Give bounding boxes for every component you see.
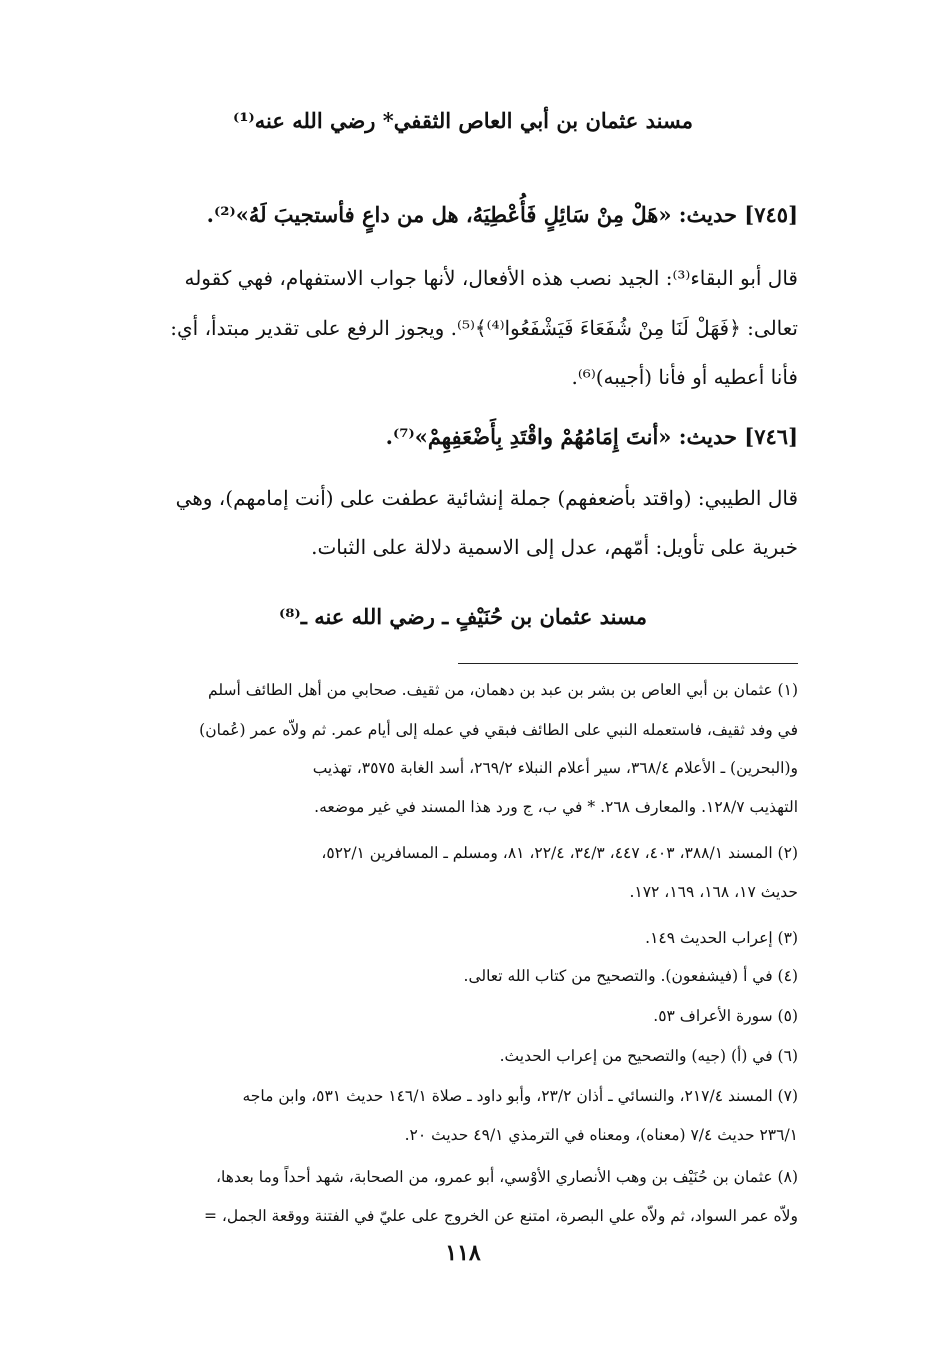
footnote-line: (٥) سورة الأعراف ٥٣.: [653, 1007, 798, 1025]
footnote-line: (٢) المسند ٣٨٨/١، ٤٠٣، ٤٤٧، ٣٤/٣، ٢٢/٤، ٨١، ومسلم ـ المسافرين ٥٢٢/١،: [321, 844, 798, 862]
paragraph-line: قال أبو البقاء⁽³⁾: الجيد نصب هذه الأفعال، لأنها جواب الاستفهام، فهي كقوله: [184, 266, 798, 290]
page-number: ١١٨: [445, 1240, 481, 1266]
footnote-line: حديث ١٧، ١٦٨، ١٦٩، ١٧٢.: [629, 883, 798, 901]
footnote-line: (٧) المسند ٢١٧/٤، والنسائي ـ أذان ٢٣/٢، وأبو داود ـ صلاة ١٤٦/١ حديث ٥٣١، وابن ماجه: [242, 1087, 798, 1105]
footnote-line: (٣) إعراب الحديث ١٤٩.: [645, 929, 798, 947]
footnote-line: (١) عثمان بن أبي العاص بن بشر بن عبد بن دهمان، من ثقيف. صحابي من أهل الطائف أسلم: [208, 681, 798, 699]
footnote-line: ٢٣٦/١ حديث ٧/٤ (معناه)، ومعناه في الترمذي ٤٩/١ حديث ٢٠.: [404, 1126, 798, 1144]
hadith-745: [٧٤٥] حديث: «هَلْ مِنْ سَائِلٍ فَأُعْطِيَهُ، هل من داعٍ فأستجيبَ لَهُ»⁽²⁾.: [206, 202, 798, 227]
footnote-line: (٦) في (أ) (جيه) والتصحيح من إعراب الحديث.: [499, 1047, 798, 1065]
section-heading-uthman-ibn-hunayf: مسند عثمان بن حُنَيْفٍ ـ رضي الله عنه ـ⁽⁸⁾: [279, 604, 647, 629]
footnote-divider: [458, 663, 798, 664]
footnote-line: التهذيب ١٢٨/٧. والمعارف ٢٦٨. * في ب، ج ورد هذا المسند في غير موضعه.: [314, 798, 798, 816]
footnote-line: (٤) في أ (فيشفعون). والتصحيح من كتاب الله تعالى.: [463, 967, 798, 985]
paragraph-line: قال الطيبي: (واقتد بأضعفهم) جملة إنشائية عطفت على (أنت إمامهم)، وهي: [175, 486, 798, 510]
footnote-line: في وفد ثقيف، فاستعمله النبي على الطائف فبقي في عمله إلى أيام عمر. ثم ولاّه عمر (عُمان): [199, 721, 798, 739]
footnote-line: (٨) عثمان بن حُنَيْف بن وهب الأنصاري الأوْسي، أبو عمرو، من الصحابة، شهد أحداً وما بعدها،: [216, 1168, 798, 1186]
hadith-746: [٧٤٦] حديث: «أنتَ إِمَامُهُمْ واقْتَدِ بِأَضْعَفِهِمْ»⁽⁷⁾.: [385, 424, 798, 449]
footnote-line: ولاّه عمر السواد، ثم ولاّه علي البصرة، امتنع عن الخروج على عليّ في الفتنة ووقعة الجمل، =: [203, 1207, 798, 1225]
paragraph-line: فأنا أعطيه أو فأنا (أجيبه)⁽⁶⁾.: [571, 365, 798, 389]
paragraph-line: تعالى: ﴿فَهَلْ لَنَا مِنْ شُفَعَاءَ فَيَشْفَعُوا⁽⁴⁾﴾⁽⁵⁾. ويجوز الرفع على تقدير مبتدأ، أي:: [170, 316, 798, 340]
section-heading-uthman-ibn-abi-al-as: مسند عثمان بن أبي العاص الثقفي* رضي الله عنه⁽¹⁾: [233, 108, 693, 133]
paragraph-line: خبرية على تأويل: أمّهم، عدل إلى الاسمية دلالة على الثبات.: [311, 535, 798, 559]
footnote-line: و(البحرين) ـ الأعلام ٣٦٨/٤، سير أعلام النبلاء ٢٦٩/٢، أسد الغابة ٣٥٧٥، تهذيب: [312, 759, 798, 777]
